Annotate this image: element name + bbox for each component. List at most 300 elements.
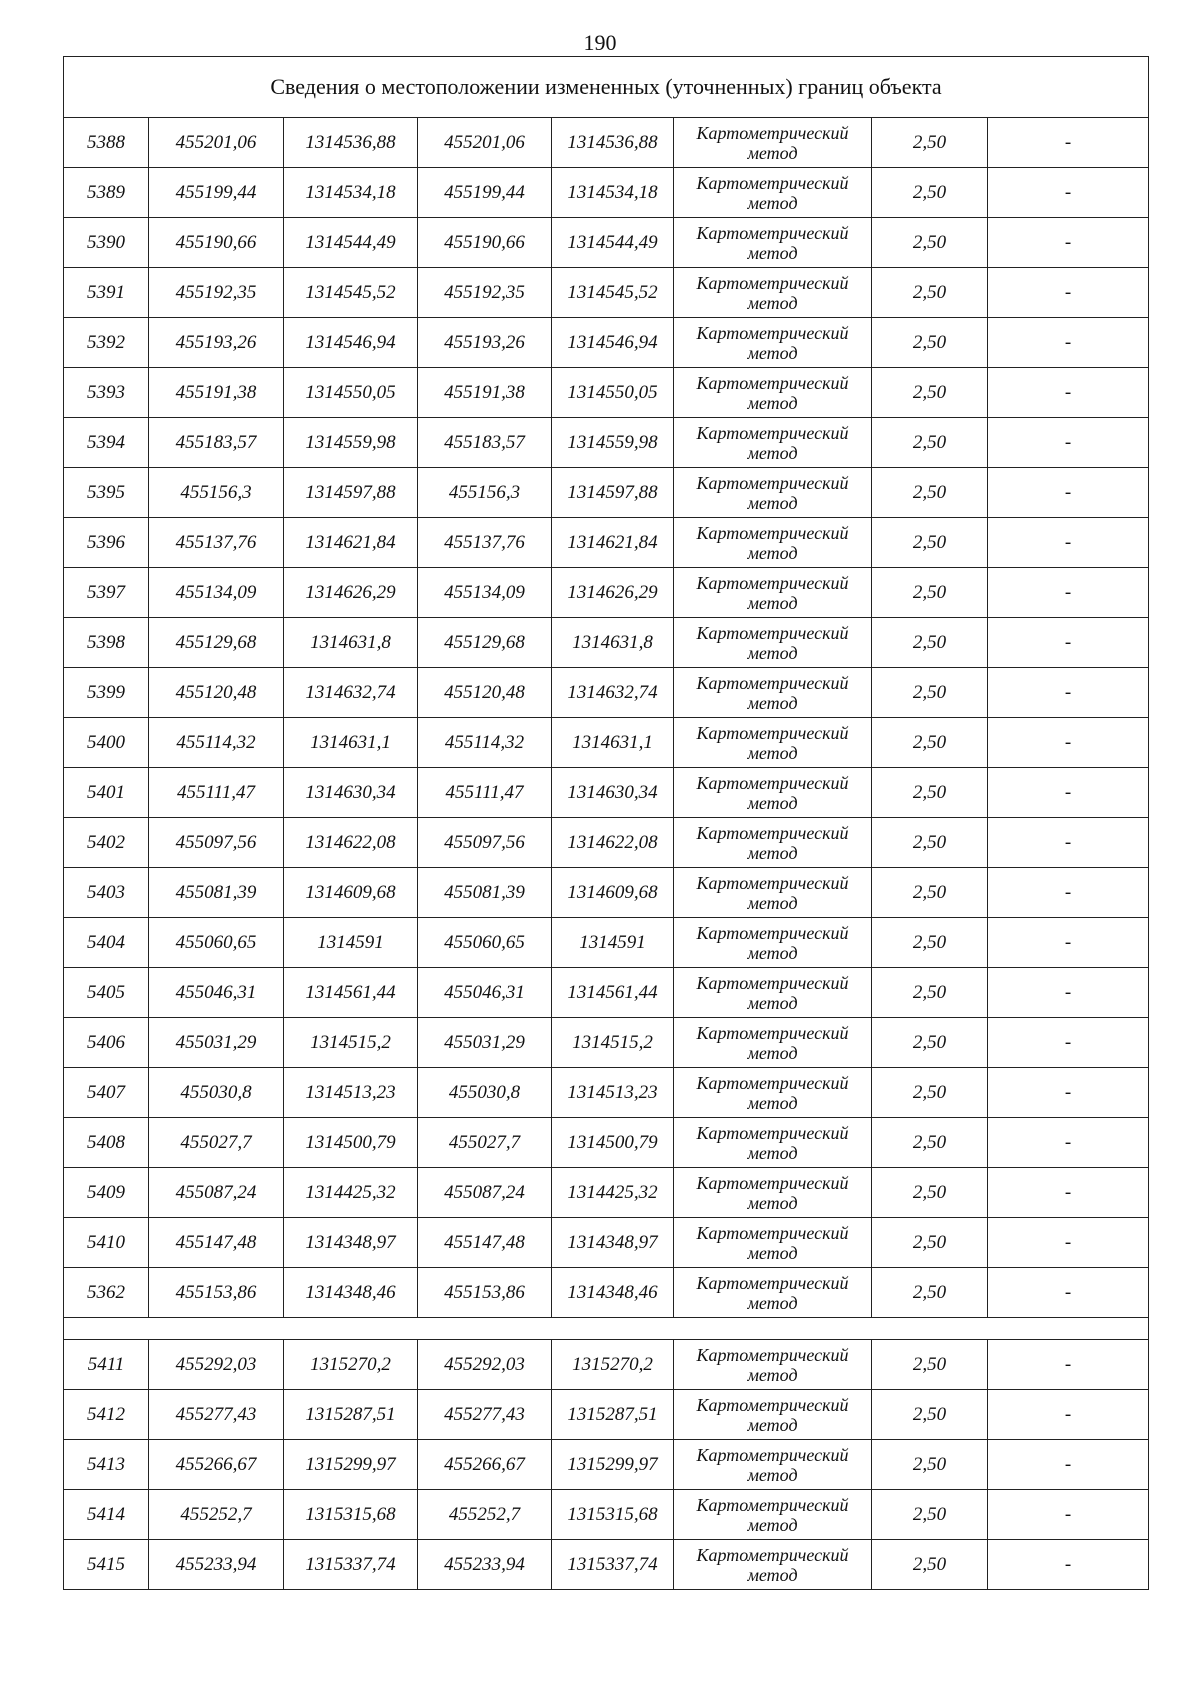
- y-old-cell: 1314622,08: [284, 818, 418, 868]
- method-cell: [674, 1018, 872, 1068]
- y-new-cell: 1314597,88: [552, 468, 674, 518]
- x-old-cell: 455097,56: [149, 818, 284, 868]
- accuracy-cell: 2,50: [872, 1068, 988, 1118]
- point-number-cell: 5391: [64, 268, 149, 318]
- y-old-cell: 1314561,44: [284, 968, 418, 1018]
- table-row: [64, 568, 1149, 618]
- y-new-cell: 1314632,74: [552, 668, 674, 718]
- y-old-cell: 1314544,49: [284, 218, 418, 268]
- note-cell: -: [988, 868, 1149, 918]
- accuracy-cell: 2,50: [872, 368, 988, 418]
- y-old-cell: 1314545,52: [284, 268, 418, 318]
- x-old-cell: 455199,44: [149, 168, 284, 218]
- table-row: [64, 1218, 1149, 1268]
- accuracy-cell: 2,50: [872, 668, 988, 718]
- y-new-cell: 1314536,88: [552, 118, 674, 168]
- method-cell: [674, 268, 872, 318]
- note-cell: -: [988, 468, 1149, 518]
- table-row: [64, 1440, 1149, 1490]
- y-old-cell: 1314500,79: [284, 1118, 418, 1168]
- x-old-cell: 455111,47: [149, 768, 284, 818]
- accuracy-cell: 2,50: [872, 1218, 988, 1268]
- y-new-cell: 1314609,68: [552, 868, 674, 918]
- note-cell: -: [988, 268, 1149, 318]
- accuracy-cell: 2,50: [872, 318, 988, 368]
- accuracy-cell: 2,50: [872, 868, 988, 918]
- method-cell: [674, 818, 872, 868]
- point-number-cell: 5395: [64, 468, 149, 518]
- x-new-cell: 455111,47: [418, 768, 552, 818]
- method-line1: Картометрический: [696, 772, 849, 793]
- method-cell: [674, 768, 872, 818]
- x-new-cell: 455266,67: [418, 1440, 552, 1490]
- x-new-cell: 455252,7: [418, 1490, 552, 1540]
- table-row: [64, 1268, 1149, 1318]
- note-cell: -: [988, 1018, 1149, 1068]
- method-line2: метод: [747, 292, 798, 313]
- note-cell: -: [988, 1490, 1149, 1540]
- point-number-cell: 5388: [64, 118, 149, 168]
- x-new-cell: 455031,29: [418, 1018, 552, 1068]
- y-old-cell: 1314630,34: [284, 768, 418, 818]
- method-line1: Картометрический: [696, 1544, 849, 1565]
- note-cell: -: [988, 918, 1149, 968]
- y-new-cell: 1314621,84: [552, 518, 674, 568]
- table-row: [64, 1018, 1149, 1068]
- table-row: [64, 768, 1149, 818]
- method-line2: метод: [747, 692, 798, 713]
- y-old-cell: 1315299,97: [284, 1440, 418, 1490]
- method-cell: [674, 868, 872, 918]
- y-new-cell: 1314550,05: [552, 368, 674, 418]
- point-number-cell: 5404: [64, 918, 149, 968]
- y-new-cell: 1314348,97: [552, 1218, 674, 1268]
- x-new-cell: 455199,44: [418, 168, 552, 218]
- y-new-cell: 1314591: [552, 918, 674, 968]
- method-line2: метод: [747, 1364, 798, 1385]
- table-row: [64, 418, 1149, 468]
- method-line1: Картометрический: [696, 1494, 849, 1515]
- method-line2: метод: [747, 342, 798, 363]
- y-old-cell: 1314609,68: [284, 868, 418, 918]
- method-cell: [674, 1068, 872, 1118]
- method-line2: метод: [747, 492, 798, 513]
- y-old-cell: 1314348,97: [284, 1218, 418, 1268]
- x-old-cell: 455252,7: [149, 1490, 284, 1540]
- method-line2: метод: [747, 442, 798, 463]
- x-old-cell: 455120,48: [149, 668, 284, 718]
- method-line2: метод: [747, 1464, 798, 1485]
- table-row: [64, 618, 1149, 668]
- x-new-cell: 455190,66: [418, 218, 552, 268]
- method-line1: Картометрический: [696, 422, 849, 443]
- accuracy-cell: 2,50: [872, 268, 988, 318]
- note-cell: -: [988, 1390, 1149, 1440]
- point-number-cell: 5412: [64, 1390, 149, 1440]
- method-cell: [674, 468, 872, 518]
- method-line2: метод: [747, 1042, 798, 1063]
- point-number-cell: 5389: [64, 168, 149, 218]
- y-old-cell: 1314546,94: [284, 318, 418, 368]
- table-row: [64, 868, 1149, 918]
- method-line2: метод: [747, 1514, 798, 1535]
- accuracy-cell: 2,50: [872, 918, 988, 968]
- accuracy-cell: 2,50: [872, 1490, 988, 1540]
- method-line1: Картометрический: [696, 272, 849, 293]
- method-cell: [674, 118, 872, 168]
- x-new-cell: 455192,35: [418, 268, 552, 318]
- x-old-cell: 455046,31: [149, 968, 284, 1018]
- x-new-cell: 455137,76: [418, 518, 552, 568]
- table-row: [64, 818, 1149, 868]
- accuracy-cell: 2,50: [872, 168, 988, 218]
- table-title: Сведения о местоположении измененных (уточненных) границ объекта: [64, 57, 1149, 118]
- method-line2: метод: [747, 1292, 798, 1313]
- table-row: [64, 1168, 1149, 1218]
- point-number-cell: 5400: [64, 718, 149, 768]
- method-line1: Картометрический: [696, 1122, 849, 1143]
- point-number-cell: 5415: [64, 1540, 149, 1590]
- x-new-cell: 455147,48: [418, 1218, 552, 1268]
- y-old-cell: 1314632,74: [284, 668, 418, 718]
- method-line2: метод: [747, 1142, 798, 1163]
- method-cell: [674, 168, 872, 218]
- method-cell: [674, 1490, 872, 1540]
- accuracy-cell: 2,50: [872, 1340, 988, 1390]
- note-cell: -: [988, 1168, 1149, 1218]
- y-old-cell: 1314536,88: [284, 118, 418, 168]
- method-cell: [674, 1390, 872, 1440]
- y-new-cell: 1314534,18: [552, 168, 674, 218]
- x-new-cell: 455191,38: [418, 368, 552, 418]
- method-cell: [674, 968, 872, 1018]
- method-line2: метод: [747, 1242, 798, 1263]
- method-line1: Картометрический: [696, 622, 849, 643]
- table-row: [64, 1490, 1149, 1540]
- table-row: [64, 1118, 1149, 1168]
- y-old-cell: 1315337,74: [284, 1540, 418, 1590]
- note-cell: -: [988, 1340, 1149, 1390]
- method-cell: [674, 918, 872, 968]
- point-number-cell: 5407: [64, 1068, 149, 1118]
- method-cell: [674, 1440, 872, 1490]
- accuracy-cell: 2,50: [872, 618, 988, 668]
- method-line1: Картометрический: [696, 1072, 849, 1093]
- note-cell: -: [988, 718, 1149, 768]
- point-number-cell: 5410: [64, 1218, 149, 1268]
- x-old-cell: 455153,86: [149, 1268, 284, 1318]
- note-cell: -: [988, 1540, 1149, 1590]
- y-old-cell: 1314591: [284, 918, 418, 968]
- x-new-cell: 455183,57: [418, 418, 552, 468]
- method-line1: Картометрический: [696, 972, 849, 993]
- method-line1: Картометрический: [696, 1444, 849, 1465]
- x-new-cell: 455129,68: [418, 618, 552, 668]
- table-row: [64, 1068, 1149, 1118]
- y-new-cell: 1315315,68: [552, 1490, 674, 1540]
- method-cell: [674, 218, 872, 268]
- x-old-cell: 455027,7: [149, 1118, 284, 1168]
- method-line1: Картометрический: [696, 122, 849, 143]
- y-new-cell: 1315337,74: [552, 1540, 674, 1590]
- method-line2: метод: [747, 842, 798, 863]
- y-new-cell: 1315270,2: [552, 1340, 674, 1390]
- method-line1: Картометрический: [696, 822, 849, 843]
- method-line2: метод: [747, 792, 798, 813]
- y-new-cell: 1314513,23: [552, 1068, 674, 1118]
- note-cell: -: [988, 818, 1149, 868]
- note-cell: -: [988, 318, 1149, 368]
- method-line2: метод: [747, 742, 798, 763]
- note-cell: -: [988, 568, 1149, 618]
- point-number-cell: 5413: [64, 1440, 149, 1490]
- method-cell: [674, 418, 872, 468]
- y-new-cell: 1314544,49: [552, 218, 674, 268]
- x-new-cell: 455201,06: [418, 118, 552, 168]
- y-old-cell: 1314621,84: [284, 518, 418, 568]
- x-new-cell: 455233,94: [418, 1540, 552, 1590]
- accuracy-cell: 2,50: [872, 218, 988, 268]
- x-new-cell: 455030,8: [418, 1068, 552, 1118]
- y-new-cell: 1315287,51: [552, 1390, 674, 1440]
- point-number-cell: 5408: [64, 1118, 149, 1168]
- table-row: [64, 1540, 1149, 1590]
- x-new-cell: 455193,26: [418, 318, 552, 368]
- method-line1: Картометрический: [696, 1344, 849, 1365]
- x-old-cell: 455081,39: [149, 868, 284, 918]
- accuracy-cell: 2,50: [872, 118, 988, 168]
- y-new-cell: 1314425,32: [552, 1168, 674, 1218]
- x-old-cell: 455192,35: [149, 268, 284, 318]
- x-new-cell: 455060,65: [418, 918, 552, 968]
- y-new-cell: 1314626,29: [552, 568, 674, 618]
- method-line1: Картометрический: [696, 672, 849, 693]
- y-old-cell: 1314631,1: [284, 718, 418, 768]
- accuracy-cell: 2,50: [872, 818, 988, 868]
- accuracy-cell: 2,50: [872, 1268, 988, 1318]
- method-cell: [674, 1218, 872, 1268]
- table-row: [64, 368, 1149, 418]
- method-line1: Картометрический: [696, 222, 849, 243]
- accuracy-cell: 2,50: [872, 768, 988, 818]
- method-cell: [674, 518, 872, 568]
- y-old-cell: 1314534,18: [284, 168, 418, 218]
- accuracy-cell: 2,50: [872, 468, 988, 518]
- x-old-cell: 455193,26: [149, 318, 284, 368]
- table-row: [64, 918, 1149, 968]
- table-row: [64, 168, 1149, 218]
- boundary-coordinates-table: [63, 56, 1149, 1590]
- method-line2: метод: [747, 1192, 798, 1213]
- point-number-cell: 5401: [64, 768, 149, 818]
- y-old-cell: 1314550,05: [284, 368, 418, 418]
- y-old-cell: 1314348,46: [284, 1268, 418, 1318]
- y-new-cell: 1314515,2: [552, 1018, 674, 1068]
- table-row: [64, 268, 1149, 318]
- x-old-cell: 455183,57: [149, 418, 284, 468]
- method-cell: [674, 1168, 872, 1218]
- note-cell: -: [988, 968, 1149, 1018]
- point-number-cell: 5362: [64, 1268, 149, 1318]
- method-line2: метод: [747, 892, 798, 913]
- accuracy-cell: 2,50: [872, 1540, 988, 1590]
- note-cell: -: [988, 618, 1149, 668]
- method-line1: Картометрический: [696, 572, 849, 593]
- table-row: [64, 968, 1149, 1018]
- method-cell: [674, 1540, 872, 1590]
- x-new-cell: 455120,48: [418, 668, 552, 718]
- method-line2: метод: [747, 1092, 798, 1113]
- method-line2: метод: [747, 192, 798, 213]
- x-old-cell: 455190,66: [149, 218, 284, 268]
- x-old-cell: 455191,38: [149, 368, 284, 418]
- method-cell: [674, 1340, 872, 1390]
- x-new-cell: 455114,32: [418, 718, 552, 768]
- y-old-cell: 1314559,98: [284, 418, 418, 468]
- method-line1: Картометрический: [696, 372, 849, 393]
- point-number-cell: 5398: [64, 618, 149, 668]
- x-new-cell: 455134,09: [418, 568, 552, 618]
- x-old-cell: 455233,94: [149, 1540, 284, 1590]
- y-old-cell: 1314631,8: [284, 618, 418, 668]
- accuracy-cell: 2,50: [872, 1118, 988, 1168]
- point-number-cell: 5396: [64, 518, 149, 568]
- method-line1: Картометрический: [696, 1222, 849, 1243]
- x-old-cell: 455129,68: [149, 618, 284, 668]
- method-cell: [674, 368, 872, 418]
- y-old-cell: 1315287,51: [284, 1390, 418, 1440]
- y-new-cell: 1314622,08: [552, 818, 674, 868]
- y-old-cell: 1314597,88: [284, 468, 418, 518]
- method-line2: метод: [747, 1414, 798, 1435]
- method-line2: метод: [747, 992, 798, 1013]
- table-row: [64, 118, 1149, 168]
- note-cell: -: [988, 168, 1149, 218]
- point-number-cell: 5393: [64, 368, 149, 418]
- method-line1: Картометрический: [696, 1394, 849, 1415]
- point-number-cell: 5399: [64, 668, 149, 718]
- note-cell: -: [988, 418, 1149, 468]
- x-old-cell: 455087,24: [149, 1168, 284, 1218]
- x-new-cell: 455277,43: [418, 1390, 552, 1440]
- method-cell: [674, 1268, 872, 1318]
- group-separator-cell: [64, 1318, 1149, 1340]
- y-old-cell: 1315270,2: [284, 1340, 418, 1390]
- accuracy-cell: 2,50: [872, 1168, 988, 1218]
- method-line1: Картометрический: [696, 1022, 849, 1043]
- y-new-cell: 1314559,98: [552, 418, 674, 468]
- x-old-cell: 455292,03: [149, 1340, 284, 1390]
- x-old-cell: 455137,76: [149, 518, 284, 568]
- y-new-cell: 1314631,8: [552, 618, 674, 668]
- y-old-cell: 1315315,68: [284, 1490, 418, 1540]
- y-old-cell: 1314513,23: [284, 1068, 418, 1118]
- x-new-cell: 455097,56: [418, 818, 552, 868]
- point-number-cell: 5394: [64, 418, 149, 468]
- method-cell: [674, 618, 872, 668]
- note-cell: -: [988, 518, 1149, 568]
- group-separator-row: [64, 1318, 1149, 1340]
- note-cell: -: [988, 668, 1149, 718]
- table-row: [64, 518, 1149, 568]
- x-new-cell: 455156,3: [418, 468, 552, 518]
- x-old-cell: 455277,43: [149, 1390, 284, 1440]
- method-line2: метод: [747, 392, 798, 413]
- table-row: [64, 318, 1149, 368]
- method-line1: Картометрический: [696, 172, 849, 193]
- point-number-cell: 5397: [64, 568, 149, 618]
- x-old-cell: 455060,65: [149, 918, 284, 968]
- x-old-cell: 455156,3: [149, 468, 284, 518]
- note-cell: -: [988, 1440, 1149, 1490]
- method-line1: Картометрический: [696, 1172, 849, 1193]
- x-new-cell: 455087,24: [418, 1168, 552, 1218]
- point-number-cell: 5409: [64, 1168, 149, 1218]
- y-new-cell: 1314545,52: [552, 268, 674, 318]
- accuracy-cell: 2,50: [872, 518, 988, 568]
- point-number-cell: 5405: [64, 968, 149, 1018]
- y-new-cell: 1314630,34: [552, 768, 674, 818]
- y-new-cell: 1314348,46: [552, 1268, 674, 1318]
- method-line1: Картометрический: [696, 472, 849, 493]
- x-new-cell: 455292,03: [418, 1340, 552, 1390]
- method-cell: [674, 718, 872, 768]
- x-new-cell: 455046,31: [418, 968, 552, 1018]
- table-body: [64, 57, 1149, 1590]
- point-number-cell: 5402: [64, 818, 149, 868]
- method-line2: метод: [747, 542, 798, 563]
- method-line1: Картометрический: [696, 1272, 849, 1293]
- x-new-cell: 455153,86: [418, 1268, 552, 1318]
- y-old-cell: 1314515,2: [284, 1018, 418, 1068]
- accuracy-cell: 2,50: [872, 568, 988, 618]
- accuracy-cell: 2,50: [872, 418, 988, 468]
- y-old-cell: 1314626,29: [284, 568, 418, 618]
- method-cell: [674, 568, 872, 618]
- method-cell: [674, 668, 872, 718]
- x-old-cell: 455030,8: [149, 1068, 284, 1118]
- note-cell: -: [988, 1068, 1149, 1118]
- x-old-cell: 455147,48: [149, 1218, 284, 1268]
- table-row: [64, 1390, 1149, 1440]
- y-new-cell: 1314546,94: [552, 318, 674, 368]
- method-line2: метод: [747, 942, 798, 963]
- point-number-cell: 5411: [64, 1340, 149, 1390]
- accuracy-cell: 2,50: [872, 968, 988, 1018]
- method-cell: [674, 1118, 872, 1168]
- accuracy-cell: 2,50: [872, 718, 988, 768]
- y-new-cell: 1314500,79: [552, 1118, 674, 1168]
- point-number-cell: 5390: [64, 218, 149, 268]
- method-line1: Картометрический: [696, 922, 849, 943]
- page-number: 190: [583, 30, 617, 55]
- table-row: [64, 468, 1149, 518]
- note-cell: -: [988, 768, 1149, 818]
- method-line2: метод: [747, 142, 798, 163]
- method-line1: Картометрический: [696, 322, 849, 343]
- method-cell: [674, 318, 872, 368]
- accuracy-cell: 2,50: [872, 1440, 988, 1490]
- x-new-cell: 455081,39: [418, 868, 552, 918]
- x-old-cell: 455201,06: [149, 118, 284, 168]
- y-old-cell: 1314425,32: [284, 1168, 418, 1218]
- method-line2: метод: [747, 592, 798, 613]
- point-number-cell: 5392: [64, 318, 149, 368]
- x-old-cell: 455266,67: [149, 1440, 284, 1490]
- x-old-cell: 455031,29: [149, 1018, 284, 1068]
- method-line2: метод: [747, 1564, 798, 1585]
- table-title-row: [64, 57, 1149, 118]
